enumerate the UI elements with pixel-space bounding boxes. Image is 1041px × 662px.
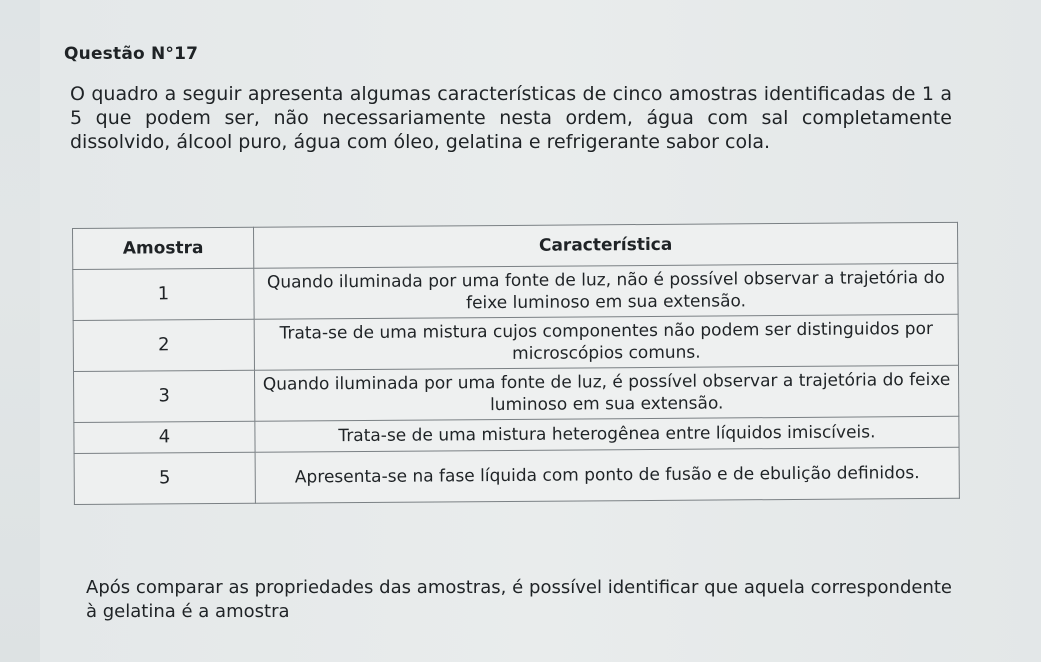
sample-number: 5 bbox=[74, 452, 255, 504]
table-row bbox=[73, 263, 958, 320]
question-title: Questão N°17 bbox=[64, 44, 199, 64]
table-header-row bbox=[73, 222, 958, 269]
table-row bbox=[73, 314, 958, 371]
table-row bbox=[74, 365, 959, 422]
sample-number: 3 bbox=[74, 370, 255, 422]
question-closing: Após comparar as propriedades das amostras, é possível identificar que aquela correspondente à gelatina é a amostra bbox=[86, 577, 952, 622]
sample-characteristic: Quando iluminada por uma fonte de luz, não é possível observar a trajetória do feixe luminoso em sua extensão. bbox=[254, 263, 958, 319]
sample-number: 1 bbox=[73, 268, 254, 320]
sample-characteristic: Quando iluminada por uma fonte de luz, é possível observar a trajetória do feixe luminoso em sua extensão. bbox=[254, 365, 958, 421]
sample-number: 4 bbox=[74, 421, 255, 453]
question-intro: O quadro a seguir apresenta algumas características de cinco amostras identificadas de 1 a 5 que podem ser, não necessariamente nesta ordem, água com sal completamente dissolvido, álcool puro, água com óleo, gelatina e refrigerante sabor cola. bbox=[70, 83, 952, 153]
sample-characteristic: Trata-se de uma mistura cujos componentes não podem ser distinguidos por microscópios comuns. bbox=[254, 314, 958, 370]
sample-number: 2 bbox=[73, 319, 254, 371]
characteristics-table bbox=[72, 222, 960, 505]
header-sample: Amostra bbox=[73, 227, 254, 269]
sample-characteristic: Trata-se de uma mistura heterogênea entre líquidos imiscíveis. bbox=[255, 416, 959, 452]
sample-characteristic: Apresenta-se na fase líquida com ponto de fusão e de ebulição definidos. bbox=[255, 447, 959, 503]
table-row bbox=[74, 447, 959, 504]
header-characteristic: Característica bbox=[253, 222, 957, 268]
